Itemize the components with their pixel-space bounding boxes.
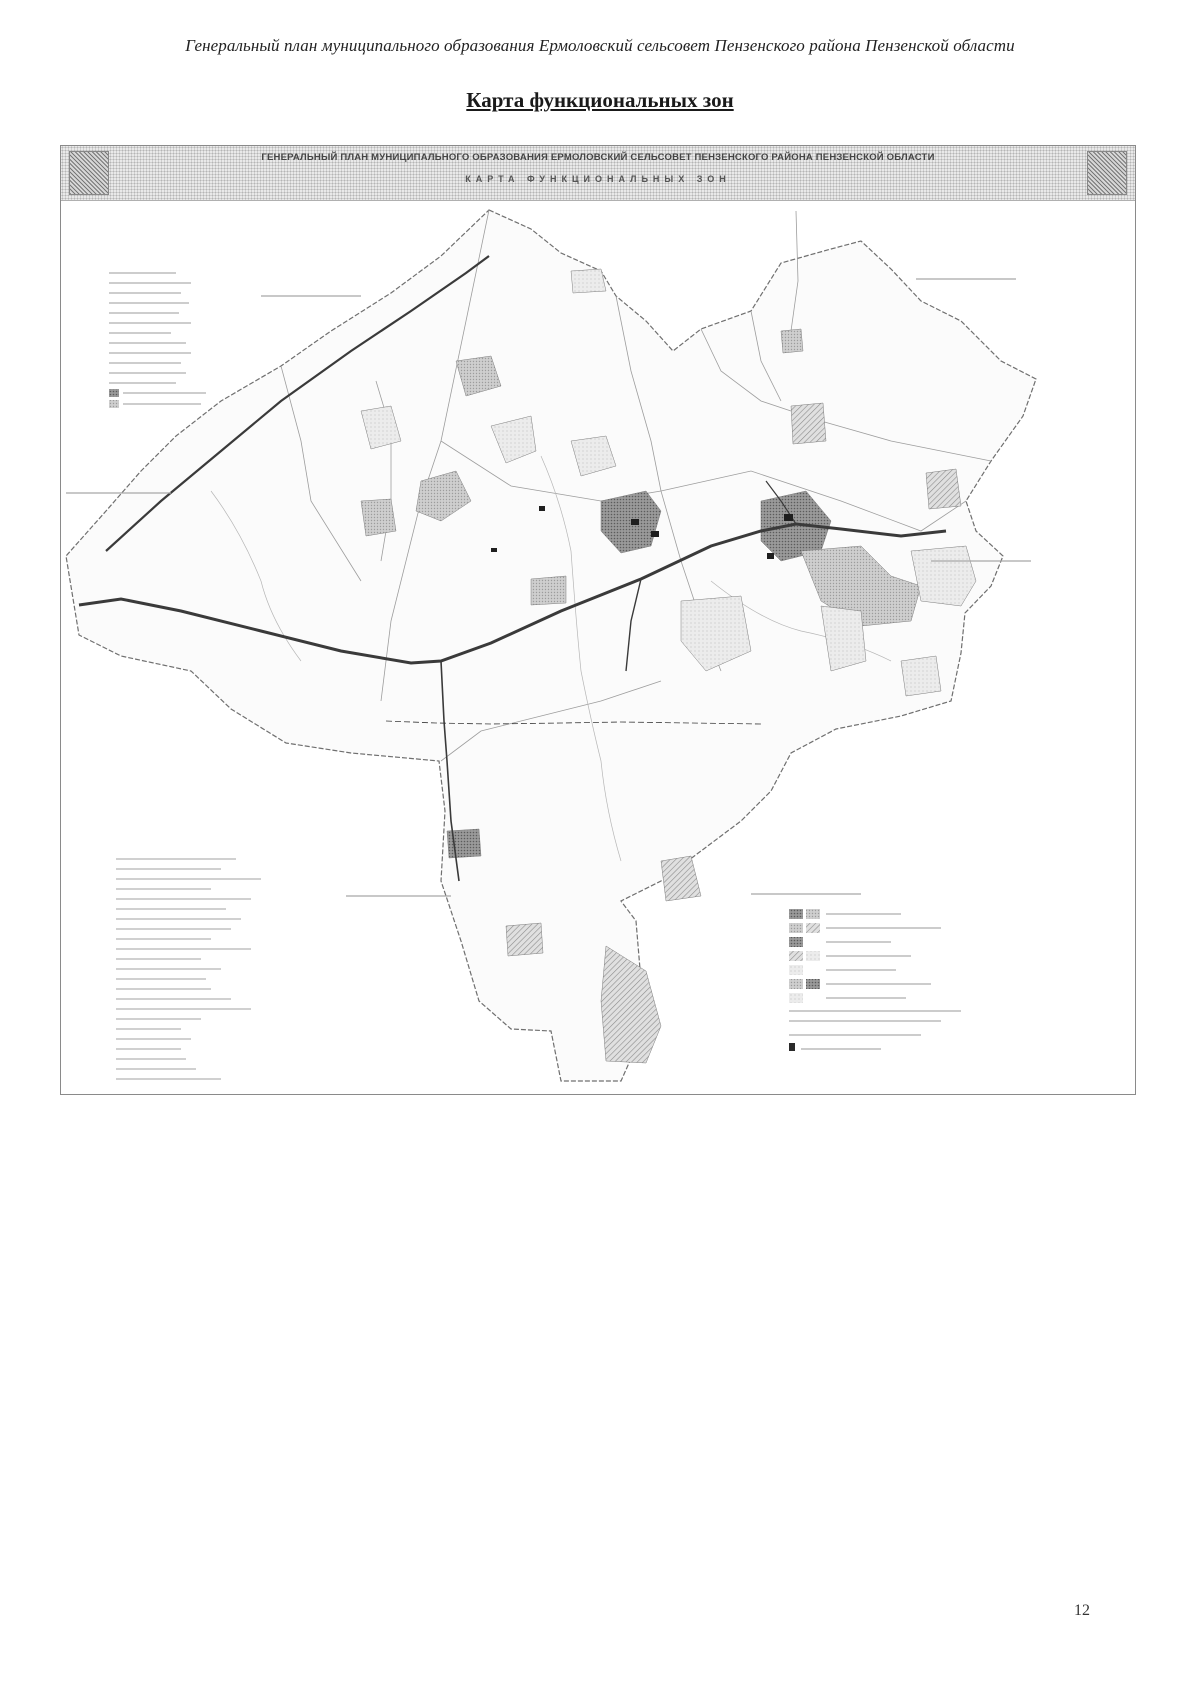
municipality-boundary bbox=[66, 210, 1036, 1081]
settlement-marker bbox=[651, 531, 659, 537]
map-banner-subtitle: КАРТА ФУНКЦИОНАЛЬНЫХ ЗОН bbox=[465, 174, 731, 184]
settlement-marker bbox=[491, 548, 497, 552]
section-title: Карта функциональных зон bbox=[466, 88, 734, 112]
zone-industrial bbox=[661, 856, 701, 901]
emblem-icon bbox=[1087, 151, 1127, 195]
map-banner-title: ГЕНЕРАЛЬНЫЙ ПЛАН МУНИЦИПАЛЬНОГО ОБРАЗОВАНИЯ ЕРМОЛОВСКИЙ СЕЛЬСОВЕТ ПЕНЗЕНСКОГО РАЙОНА ПЕНЗЕНСКОЙ ОБЛАСТИ bbox=[261, 152, 935, 163]
map-title-banner bbox=[61, 146, 1135, 201]
legend-lower-left bbox=[116, 859, 261, 1079]
settlement-marker bbox=[767, 553, 774, 559]
legend-upper-left bbox=[109, 273, 206, 408]
map-drawing bbox=[61, 201, 1135, 1094]
settlement-marker bbox=[631, 519, 639, 525]
zone-residential bbox=[781, 329, 803, 353]
zone-industrial bbox=[926, 469, 961, 509]
zone-special bbox=[601, 946, 661, 1063]
zone-agricultural bbox=[911, 546, 976, 606]
zone-industrial bbox=[531, 576, 566, 605]
zone-industrial bbox=[791, 403, 826, 444]
zone-residential bbox=[571, 269, 606, 293]
running-header: Генеральный план муниципального образования Ермоловский сельсовет Пензенского района Пензенской области bbox=[185, 36, 1015, 55]
zone-residential bbox=[901, 656, 941, 696]
legend-lower-right bbox=[789, 909, 961, 1051]
settlement-marker bbox=[784, 514, 793, 521]
functional-zones-map bbox=[60, 145, 1136, 1095]
page-number: 12 bbox=[1074, 1602, 1090, 1619]
zone-industrial bbox=[506, 923, 543, 956]
settlement-marker bbox=[539, 506, 545, 511]
zone-residential bbox=[361, 499, 396, 536]
